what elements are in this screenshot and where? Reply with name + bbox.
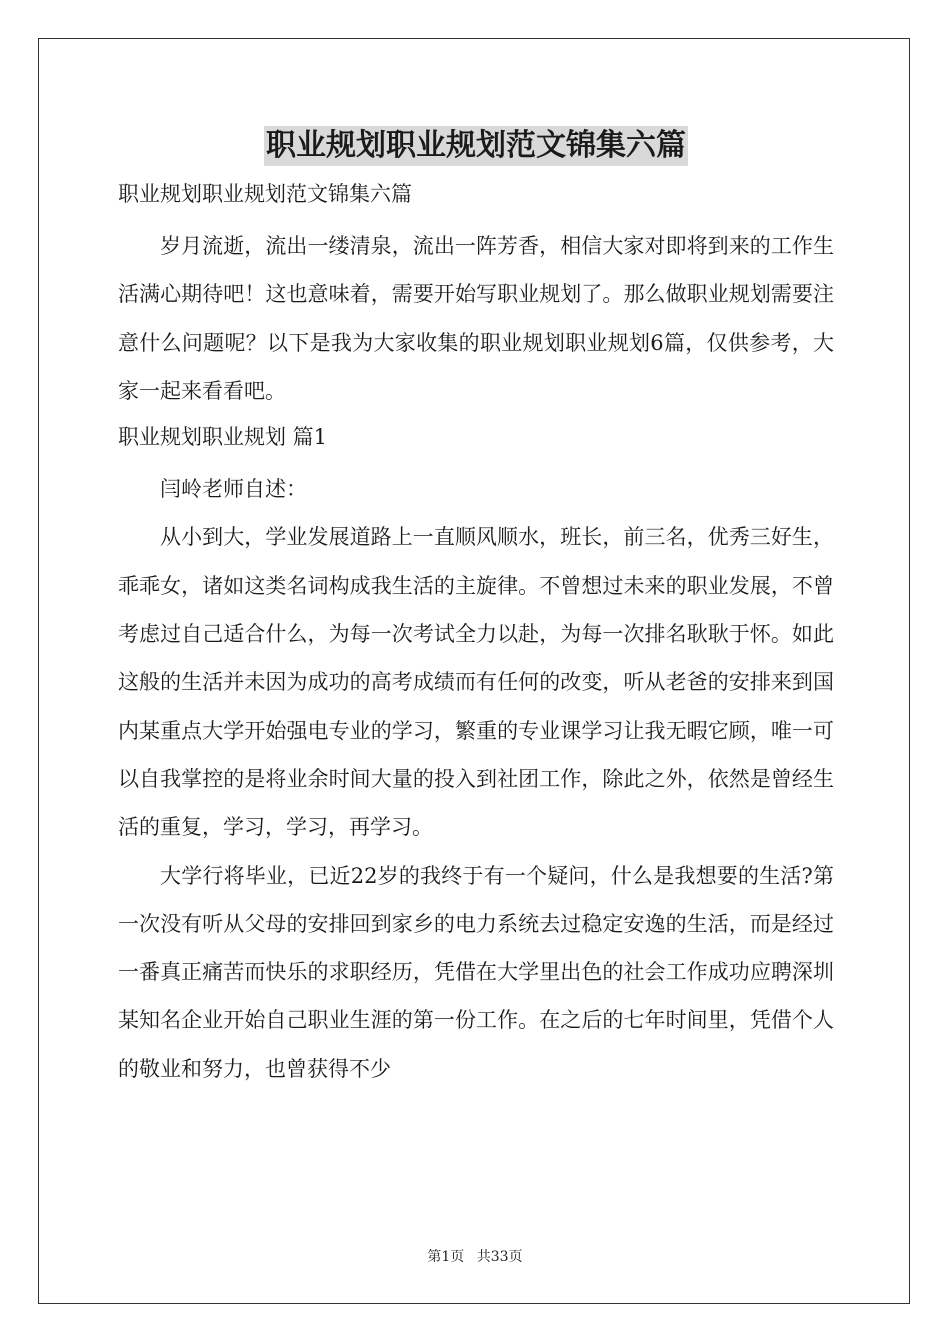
page-footer: [0, 1248, 950, 1266]
document-subtitle: 职业规划职业规划范文锦集六篇: [118, 182, 412, 206]
document-title: 职业规划职业规划范文锦集六篇: [264, 126, 688, 166]
author-line: 闫岭老师自述：: [160, 477, 307, 502]
body-paragraph-1: 从小到大，学业发展道路上一直顺风顺水，班长，前三名，优秀三好生，乖乖女，诸如这类名词构成我生活的主旋律。不曾想过未来的职业发展，不曾考虑过自己适合什么，为每一次考试全力以赴，为每一次排名耿耿于怀。如此这般的生活并未因为成功的高考成绩而有任何的改变，听从老爸的安排来到国内某重点大学开始强电专业的学习，繁重的专业课学习让我无暇它顾，唯一可以自我掌控的是将业余时间大量的投入到社团工作，除此之外，依然是曾经生活的重复，学习，学习，再学习。: [118, 525, 834, 840]
title-wrap: [118, 126, 834, 166]
section-heading: 职业规划职业规划 篇1: [118, 425, 328, 450]
document-body: [118, 126, 834, 1093]
page-total: 共33页: [476, 1249, 523, 1265]
intro-paragraph: 岁月流逝，流出一缕清泉，流出一阵芳香，相信大家对即将到来的工作生活满心期待吧！这也意味着，需要开始写职业规划了。那么做职业规划需要注意什么问题呢？以下是我为大家收集的职业规划职业规划6篇，仅供参考，大家一起来看看吧。: [118, 234, 834, 403]
body-paragraph-2: 大学行将毕业，已近22岁的我终于有一个疑问，什么是我想要的生活?第一次没有听从父母的安排回到家乡的电力系统去过稳定安逸的生活，而是经过一番真正痛苦而快乐的求职经历，凭借在大学里出色的社会工作成功应聘深圳某知名企业开始自己职业生涯的第一份工作。在之后的七年时间里，凭借个人的敬业和努力，也曾获得不少: [118, 863, 834, 1081]
page-number: 第1页: [427, 1249, 465, 1265]
